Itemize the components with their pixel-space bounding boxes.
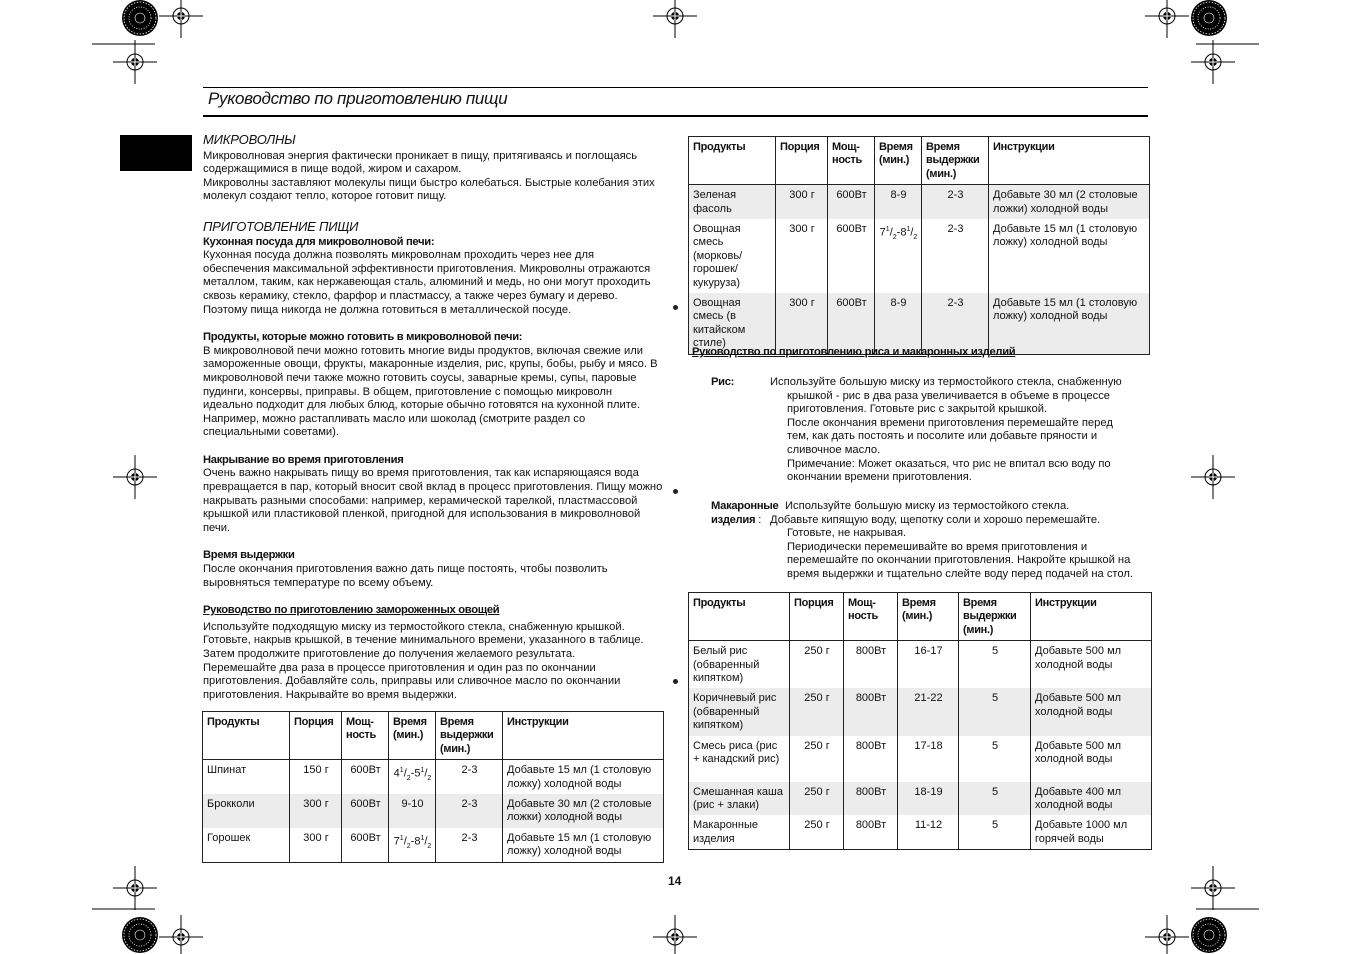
table-row: Макаронные изделия 250 г 800Вт 11-12 5 Добавьте 1000 мл горячей воды — [689, 815, 1152, 849]
foods-text: В микроволновой печи можно готовить многие виды продуктов, включая свежие или замороженные овощи, фрукты, макаронные изделия, рис, крупы, бобы, рыбу и мясо. В микроволновой печи также можно готовить соусы, заварные кремы, супы, паровые пудинги, консервы, приправы. В общем, приготовление с помощью микроволн идеально подходит для любых блюд, которые обычно готовятся на кухонной плите. Например, можно растапливать масло или шоколад (смотрите раздел со специальными советами). — [203, 344, 658, 439]
table-row: Смесь риса (рис + канадский рис) 250 г 800Вт 17-18 5 Добавьте 500 мл холодной воды — [689, 736, 1152, 782]
rice-section-title: Руководство по приготовлению риса и макаронных изделий — [692, 346, 1016, 358]
binding-dot — [673, 305, 678, 310]
standing-heading: Время выдержки — [203, 549, 295, 562]
rice-instructions — [711, 376, 1161, 486]
foods-heading: Продукты, которые можно готовить в микроволновой печи: — [203, 331, 523, 344]
covering-text: Очень важно накрывать пищу во время приготовления, так как испаряющаяся вода превращается в пар, который вносит свой вклад в процесс приготовления. Пищу можно накрывать разными способами: например, керамической тарелкой, пластмассовой крышкой или пластиковой пленкой, пригодной для использования в микроволновой печи. — [203, 467, 663, 534]
time-cell: $7^1/_2-8^1/_2$ — [875, 219, 922, 293]
table-row: Овощная смесь (в китайском стиле) 300 г 600Вт 8-9 2-3 Добавьте 15 мл (1 столовую ложку) холодной воды — [689, 293, 1150, 354]
col-time: Время (мин.) — [389, 712, 436, 760]
table-row: Овощная смесь (морковь/ горошек/ кукуруза) 300 г 600Вт $7^1/_2-8^1/_2$ 2-3 Добавьте 15 мл (1 столовую ложку) холодной воды — [689, 219, 1150, 293]
col-power: Мощ- ность — [342, 712, 389, 760]
cooking-title: ПРИГОТОВЛЕНИЕ ПИЩИ — [203, 218, 359, 234]
frozen-vegetables-table-right — [688, 136, 1150, 355]
title-rule-bottom — [203, 115, 1148, 117]
frozen-vegetables-table-left — [202, 711, 664, 863]
col-standing: Время выдержки (мин.) — [436, 712, 503, 760]
table-row: Горошек 300 г 600Вт $7^1/_2-8^1/_2$ 2-3 Добавьте 15 мл (1 столовую ложку) холодной воды — [203, 828, 664, 862]
rice-label: Рис: — [711, 376, 735, 388]
standing-text: После окончания приготовления важно дать пище постоять, чтобы позволить выровняться температуре по всему объему. — [203, 563, 608, 589]
microwaves-title: МИКРОВОЛНЫ — [203, 132, 296, 147]
col-power: Мощ- ность — [828, 137, 875, 185]
time-cell: $4^1/_2-5^1/_2$ — [389, 760, 436, 794]
col-time: Время (мин.) — [898, 593, 959, 641]
binding-dot — [673, 489, 678, 494]
microwaves-paragraph-2: Микроволны заставляют молекулы пищи быстро колебаться. Быстрые колебания этих молекул создают тепло, которое готовит пищу. — [203, 176, 655, 203]
col-product: Продукты — [689, 137, 776, 185]
page-title: Руководство по приготовлению пищи — [208, 89, 508, 108]
table-row: Зеленая фасоль 300 г 600Вт 8-9 2-3 Добавьте 30 мл (2 столовые ложки) холодной воды — [689, 185, 1150, 219]
microwaves-paragraph-1: Микроволновая энергия фактически проникает в пищу, притягиваясь и поглощаясь содержащимися в пище водой, жиром и сахаром. — [203, 149, 638, 176]
col-product: Продукты — [203, 712, 290, 760]
rice-text: Используйте большую миску из термостойкого стекла, снабженную крышкой - рис в два раза увеличивается в объеме в процессе приготовления. Готовьте рис с закрытой крышкой. После окончания времени приготовления перемешайте перед тем, как дать постоять и посолите или добавьте пряности и сливочное масло. Примечание: Может оказаться, что рис не впитал всю воду по окончании времени приготовления. — [770, 376, 1122, 484]
pasta-label: Макаронные изделия : — [711, 500, 779, 526]
page-number: 14 — [668, 874, 682, 888]
cookware-heading: Кухонная посуда для микроволновой печи: — [203, 235, 435, 248]
table-row: Белый рис (обваренный кипятком) 250 г 800Вт 16-17 5 Добавьте 500 мл холодной воды — [689, 641, 1152, 689]
col-portion: Порция — [776, 137, 828, 185]
title-rule-top — [203, 87, 1148, 88]
frozen-paragraph-2: Перемешайте два раза в процессе приготовления и один раз по окончании приготовления. Добавляйте соль, приправы или сливочное масло по окончании приготовления. Накрывайте во время выдержки. — [203, 661, 621, 701]
covering-heading: Накрывание во время приготовления — [203, 453, 404, 466]
col-power: Мощ- ность — [844, 593, 898, 641]
table-row: Брокколи 300 г 600Вт 9-10 2-3 Добавьте 30 мл (2 столовые ложки) холодной воды — [203, 794, 664, 828]
col-time: Время (мин.) — [875, 137, 922, 185]
table-row: Смешанная каша (рис + злаки) 250 г 800Вт 18-19 5 Добавьте 400 мл холодной воды — [689, 782, 1152, 816]
col-instructions: Инструкции — [989, 137, 1150, 185]
rice-pasta-table — [688, 592, 1152, 850]
col-product: Продукты — [689, 593, 790, 641]
binding-dot — [673, 679, 678, 684]
table-row: Шпинат 150 г 600Вт $4^1/_2-5^1/_2$ 2-3 Добавьте 15 мл (1 столовую ложку) холодной воды — [203, 760, 664, 794]
pasta-text: Используйте большую миску из термостойкого стекла. Добавьте кипящую воду, щепотку соли и хорошо перемешайте. Готовьте, не накрывая. Периодически перемешивайте во время приготовления и перемешайте по окончании приготовления. Накройте крышкой на время выдержки и тщательно слейте воду перед подачей на стол. — [770, 500, 1134, 580]
col-portion: Порция — [290, 712, 342, 760]
pasta-instructions — [711, 500, 1161, 582]
time-cell: $7^1/_2-8^1/_2$ — [389, 828, 436, 862]
col-portion: Порция — [790, 593, 844, 641]
col-standing: Время выдержки (мин.) — [922, 137, 989, 185]
frozen-heading: Руководство по приготовлению замороженных овощей — [203, 604, 500, 617]
table-row: Коричневый рис (обваренный кипятком) 250 г 800Вт 21-22 5 Добавьте 500 мл холодной воды — [689, 688, 1152, 735]
cookware-text: Кухонная посуда должна позволять микроволнам проходить через нее для обеспечения максимальной эффективности приготовления. Микроволны отражаются металлом, таким, как нержавеющая сталь, алюминий и медь, но они могут проходить сквозь керамику, стекло, фарфор и пластмассу, а также через бумагу и дерево. Поэтому пища никогда не должна готовиться в металлической посуде. — [203, 249, 651, 316]
col-standing: Время выдержки (мин.) — [959, 593, 1031, 641]
col-instructions: Инструкции — [1031, 593, 1152, 641]
section-tab — [120, 135, 192, 171]
left-column — [203, 133, 663, 702]
col-instructions: Инструкции — [503, 712, 664, 760]
frozen-paragraph-1: Используйте подходящую миску из термостойкого стекла, снабженную крышкой. Готовьте, накрыв крышкой, в течение минимального времени, указанного в таблице. Затем продолжите приготовление до получения желаемого результата. — [203, 620, 644, 660]
